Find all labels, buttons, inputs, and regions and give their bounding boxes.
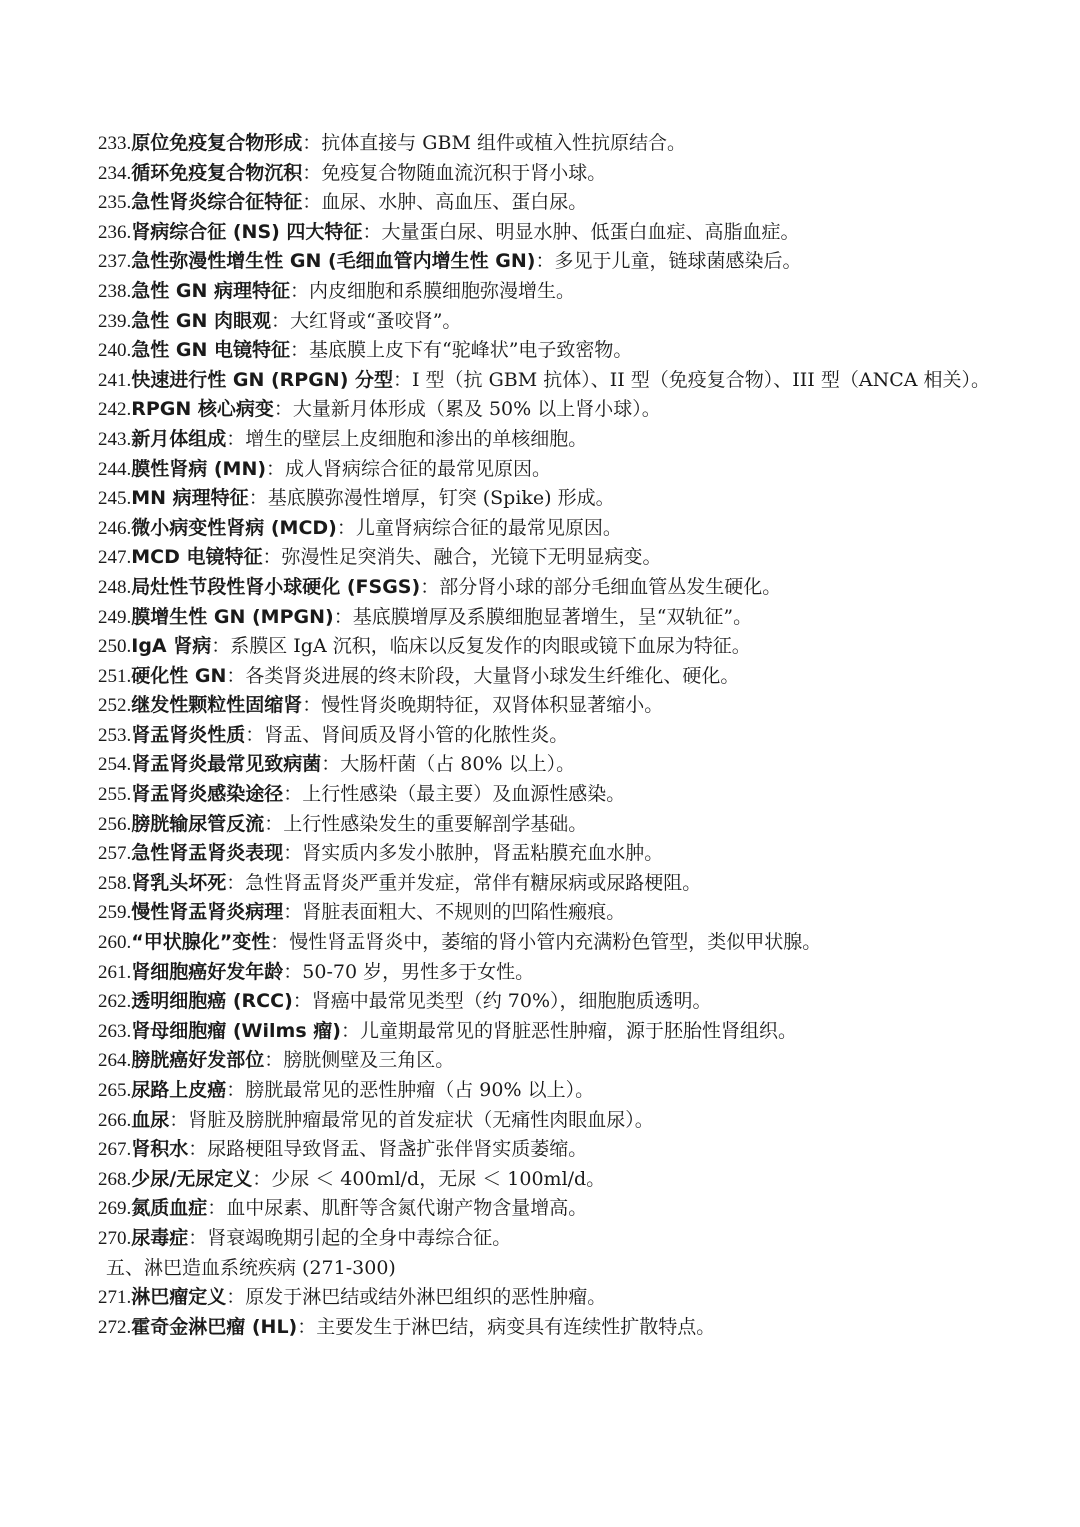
item-description: ：大量新月体形成（累及 50% 以上肾小球）。 [273, 398, 661, 421]
item-description: ：多见于儿童，链球菌感染后。 [535, 250, 802, 273]
item-term: 透明细胞癌 (RCC) [131, 990, 293, 1013]
item-number: 242. [98, 399, 132, 421]
item-term: 氮质血症 [131, 1197, 208, 1220]
item-term: 膀胱癌好发部位 [131, 1049, 265, 1072]
list-item [98, 277, 998, 307]
item-term: 尿毒症 [131, 1226, 189, 1249]
item-number: 241. [98, 369, 132, 391]
item-description: ：肾脏表面粗大、不规则的凹陷性瘢痕。 [283, 901, 626, 924]
item-number: 235. [98, 192, 132, 214]
list-item [98, 721, 998, 751]
list-item [98, 573, 998, 603]
item-number: 253. [98, 724, 132, 746]
item-number: 234. [98, 162, 132, 184]
list-item [98, 928, 998, 958]
item-number: 259. [98, 902, 132, 924]
item-term: 慢性肾盂肾炎病理 [131, 901, 284, 924]
list-item [98, 780, 998, 810]
item-description: ：肾盂、肾间质及肾小管的化脓性炎。 [245, 723, 569, 746]
item-number: 262. [98, 991, 132, 1013]
item-description: ：大肠杆菌（占 80% 以上）。 [321, 753, 576, 776]
item-description: ：增生的壁层上皮细胞和渗出的单核细胞。 [226, 427, 588, 450]
list-item [98, 307, 998, 337]
item-description: ：主要发生于淋巴结，病变具有连续性扩散特点。 [297, 1315, 716, 1338]
item-description: ：成人肾病综合征的最常见原因。 [266, 457, 552, 480]
item-description: ：尿路梗阻导致肾盂、肾盏扩张伴肾实质萎缩。 [188, 1138, 588, 1161]
item-term: 急性 GN 病理特征 [131, 279, 290, 302]
item-description: ：慢性肾炎晚期特征，双肾体积显著缩小。 [302, 694, 664, 717]
list-item [98, 898, 998, 928]
item-term: 血尿 [131, 1108, 170, 1131]
item-number: 243. [98, 428, 132, 450]
item-number: 248. [98, 576, 132, 598]
item-term: 新月体组成 [131, 427, 227, 450]
item-term: 肾盂肾炎性质 [131, 723, 246, 746]
item-description: ：血尿、水肿、高血压、蛋白尿。 [302, 191, 588, 214]
item-number: 266. [98, 1109, 132, 1131]
item-term: 膀胱输尿管反流 [131, 812, 265, 835]
item-number: 249. [98, 606, 132, 628]
item-number: 267. [98, 1139, 132, 1161]
item-term: 膜增生性 GN (MPGN) [131, 605, 334, 628]
item-number: 233. [98, 133, 132, 154]
item-term: 快速进行性 GN (RPGN) 分型 [131, 368, 394, 391]
list-item [98, 218, 998, 248]
item-term: 急性肾炎综合征特征 [131, 191, 303, 214]
list-item [98, 129, 998, 159]
item-number: 265. [98, 1080, 132, 1101]
item-term: 霍奇金淋巴瘤 (HL) [131, 1315, 298, 1338]
item-term: RPGN 核心病变 [131, 398, 274, 421]
list-item [98, 484, 998, 514]
list-item [98, 958, 998, 988]
item-term: 肾盂肾炎最常见致病菌 [131, 753, 322, 776]
item-description: ：儿童肾病综合征的最常见原因。 [336, 516, 622, 539]
item-description: ：基底膜上皮下有“驼峰状”电子致密物。 [289, 339, 633, 362]
item-term: 继发性颗粒性固缩肾 [131, 694, 303, 717]
item-term: 少尿/无尿定义 [131, 1167, 253, 1190]
item-number: 247. [98, 547, 132, 569]
item-description: ：肾实质内多发小脓肿，肾盂粘膜充血水肿。 [283, 842, 664, 865]
item-term: MCD 电镜特征 [131, 546, 263, 569]
item-description: ：各类肾炎进展的终末阶段，大量肾小球发生纤维化、硬化。 [226, 664, 740, 687]
item-number: 270. [98, 1227, 132, 1249]
item-term: IgA 肾病 [131, 635, 212, 658]
item-description: ：I 型（抗 GBM 抗体）、II 型（免疫复合物）、III 型（ANCA 相关）。 [393, 368, 990, 391]
item-term: 肾病综合征 (NS) 四大特征 [131, 220, 363, 243]
list-item [98, 632, 998, 662]
item-description: ：上行性感染（最主要）及血源性感染。 [283, 783, 626, 806]
item-term: 局灶性节段性肾小球硬化 (FSGS) [131, 575, 421, 598]
item-number: 237. [98, 251, 132, 273]
list-item [98, 366, 998, 396]
list-item [98, 1046, 998, 1076]
item-number: 254. [98, 754, 132, 776]
item-number: 251. [98, 665, 132, 687]
list-item [98, 336, 998, 366]
item-description: ：膀胱最常见的恶性肿瘤（占 90% 以上）。 [226, 1079, 595, 1101]
item-term: 肾积水 [131, 1138, 189, 1161]
list-item [98, 247, 998, 277]
item-description: ：基底膜弥漫性增厚，钉突 (Spike) 形成。 [248, 487, 615, 510]
item-term: 淋巴瘤定义 [131, 1286, 227, 1309]
item-description: ：内皮细胞和系膜细胞弥漫增生。 [289, 279, 575, 302]
item-description: ：50-70 岁，男性多于女性。 [283, 960, 535, 983]
item-number: 252. [98, 695, 132, 717]
list-item [98, 1017, 998, 1047]
item-number: 257. [98, 843, 132, 865]
item-term: 硬化性 GN [131, 664, 227, 687]
item-description: ：少尿 ＜ 400ml/d，无尿 ＜ 100ml/d。 [252, 1167, 606, 1190]
item-description: ：肾衰竭晚期引起的全身中毒综合征。 [188, 1226, 512, 1249]
item-term: 循环免疫复合物沉积 [131, 161, 303, 184]
item-description: ：膀胱侧壁及三角区。 [264, 1049, 455, 1072]
item-number: 268. [98, 1168, 132, 1190]
item-term: 尿路上皮癌 [131, 1079, 227, 1101]
list-item [98, 987, 998, 1017]
item-number: 264. [98, 1050, 132, 1072]
item-description: ：大红肾或“蚤咬肾”。 [270, 309, 462, 332]
item-description: ：肾脏及膀胱肿瘤最常见的首发症状（无痛性肉眼血尿）。 [169, 1108, 654, 1131]
item-number: 271. [98, 1287, 132, 1309]
item-description: ：儿童期最常见的肾脏恶性肿瘤，源于胚胎性肾组织。 [340, 1019, 797, 1042]
item-number: 263. [98, 1020, 132, 1042]
item-term: MN 病理特征 [131, 487, 249, 510]
list-item [98, 1076, 998, 1106]
item-description: ：基底膜增厚及系膜细胞显著增生，呈“双轨征”。 [333, 605, 753, 628]
item-term: 肾母细胞瘤 (Wilms 瘤) [131, 1019, 341, 1042]
list-item [98, 839, 998, 869]
list-item [98, 395, 998, 425]
item-number: 272. [98, 1316, 132, 1338]
item-number: 255. [98, 784, 132, 806]
item-term: 微小病变性肾病 (MCD) [131, 516, 337, 539]
item-term: 急性弥漫性增生性 GN (毛细血管内增生性 GN) [131, 250, 536, 273]
item-term: 肾乳头坏死 [131, 871, 227, 894]
item-number: 256. [98, 813, 132, 835]
item-number: 245. [98, 488, 132, 510]
item-description: ：原发于淋巴结或结外淋巴组织的恶性肿瘤。 [226, 1286, 607, 1309]
item-number: 236. [98, 221, 132, 243]
item-term: “甲状腺化”变性 [131, 931, 271, 954]
list-item [98, 1283, 998, 1313]
list-item [98, 455, 998, 485]
item-term: 肾盂肾炎感染途径 [131, 783, 284, 806]
item-description: ：血中尿素、肌酐等含氮代谢产物含量增高。 [207, 1197, 588, 1220]
item-description: ：部分肾小球的部分毛细血管丛发生硬化。 [420, 575, 782, 598]
item-description: ：弥漫性足突消失、融合，光镜下无明显病变。 [262, 546, 662, 569]
item-description: ：抗体直接与 GBM 组件或植入性抗原结合。 [302, 132, 686, 154]
item-description: ：上行性感染发生的重要解剖学基础。 [264, 812, 588, 835]
item-number: 238. [98, 280, 132, 302]
list-item [98, 425, 998, 455]
item-number: 240. [98, 340, 132, 362]
item-number: 250. [98, 636, 132, 658]
list-item [98, 1165, 998, 1195]
item-term: 原位免疫复合物形成 [131, 132, 303, 154]
list-item [98, 159, 998, 189]
list-item [98, 603, 998, 633]
item-number: 261. [98, 961, 132, 983]
list-item [98, 750, 998, 780]
list-item [98, 543, 998, 573]
list-item [98, 869, 998, 899]
item-number: 260. [98, 932, 132, 954]
list-item [98, 1106, 998, 1136]
item-description: ：系膜区 IgA 沉积，临床以反复发作的肉眼或镜下血尿为特征。 [211, 635, 751, 658]
section-heading: 五、淋巴造血系统疾病 (271-300) [106, 1256, 396, 1279]
list-item [98, 1135, 998, 1165]
item-term: 急性 GN 肉眼观 [131, 309, 271, 332]
item-number: 239. [98, 310, 132, 332]
item-number: 269. [98, 1198, 132, 1220]
list-item [98, 662, 998, 692]
list-item [98, 1313, 998, 1343]
list-item [98, 810, 998, 840]
list-item [98, 691, 998, 721]
item-description: ：急性肾盂肾炎严重并发症，常伴有糖尿病或尿路梗阻。 [226, 871, 702, 894]
item-term: 急性 GN 电镜特征 [131, 339, 290, 362]
item-description: ：大量蛋白尿、明显水肿、低蛋白血症、高脂血症。 [362, 220, 800, 243]
list-item [98, 1194, 998, 1224]
item-number: 246. [98, 517, 132, 539]
item-description: ：免疫复合物随血流沉积于肾小球。 [302, 161, 607, 184]
list-item [98, 188, 998, 218]
item-term: 膜性肾病 (MN) [131, 457, 267, 480]
item-term: 肾细胞癌好发年龄 [131, 960, 284, 983]
list-item [98, 1224, 998, 1254]
item-number: 244. [98, 458, 132, 480]
document-body [98, 129, 998, 1342]
item-description: ：慢性肾盂肾炎中，萎缩的肾小管内充满粉色管型，类似甲状腺。 [270, 931, 822, 954]
item-description: ：肾癌中最常见类型（约 70%），细胞胞质透明。 [292, 990, 712, 1013]
item-term: 急性肾盂肾炎表现 [131, 842, 284, 865]
list-item [98, 514, 998, 544]
item-number: 258. [98, 872, 132, 894]
